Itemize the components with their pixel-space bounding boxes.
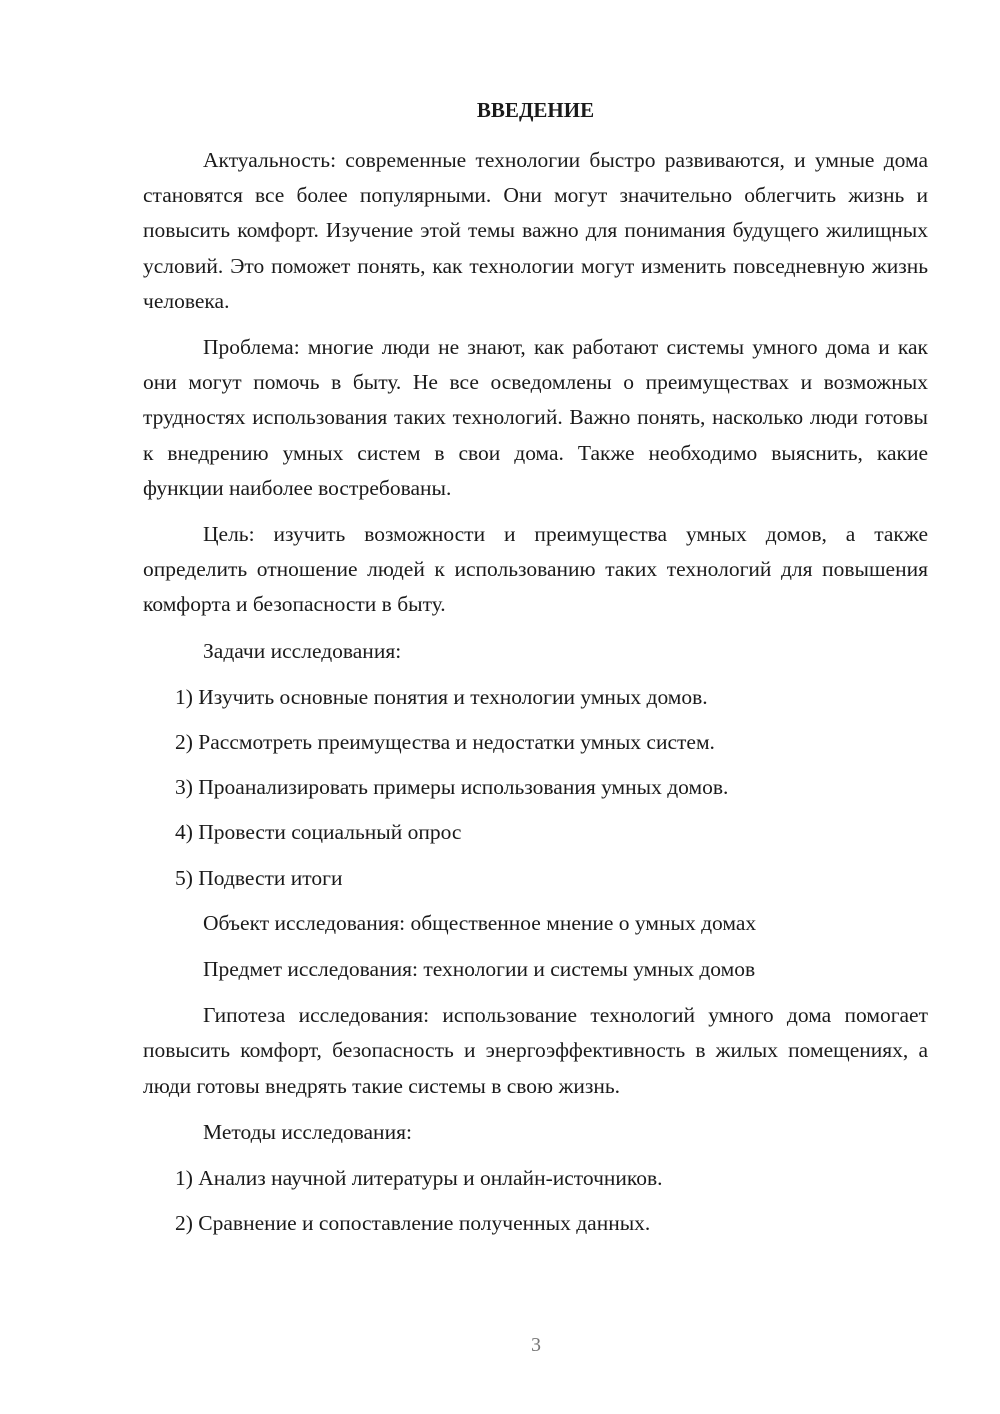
- document-page: [143, 94, 928, 1251]
- task-item: 5) Подвести итоги: [175, 865, 343, 890]
- method-item: 1) Анализ научной литературы и онлайн-источников.: [175, 1166, 663, 1191]
- method-item: 2) Сравнение и сопоставление полученных данных.: [175, 1211, 651, 1236]
- relevance-paragraph: Актуальность: современные технологии быстро развиваются, и умные дома становятся все более популярными. Они могут значительно облегчить жизнь и повысить комфорт. Изучение этой темы важно для понимания будущего жилищных условий. Это поможет понять, как технологии могут изменить повседневную жизнь человека.: [143, 148, 928, 313]
- task-item: 1) Изучить основные понятия и технологии умных домов.: [175, 684, 708, 709]
- tasks-heading: Задачи исследования:: [203, 638, 402, 663]
- page-number: 3: [531, 1334, 541, 1356]
- hypothesis-paragraph: Гипотеза исследования: использование технологий умного дома помогает повысить комфорт, безопасность и энергоэффективность в жилых помещениях, а люди готовы внедрять такие системы в свою жизнь.: [143, 1003, 928, 1098]
- subject-paragraph: Предмет исследования: технологии и системы умных домов: [203, 957, 756, 982]
- task-item: 3) Проанализировать примеры использования умных домов.: [175, 775, 729, 800]
- section-title: ВВЕДЕНИЕ: [476, 98, 595, 122]
- object-paragraph: Объект исследования: общественное мнение о умных домах: [203, 910, 757, 935]
- problem-paragraph: Проблема: многие люди не знают, как работают системы умного дома и как они могут помочь в быту. Не все осведомлены о преимуществах и возможных трудностях использования таких технологий. Важно понять, насколько люди готовы к внедрению умных систем в свои дома. Также необходимо выяснить, какие функции наиболее востребованы.: [143, 335, 928, 500]
- task-item: 2) Рассмотреть преимущества и недостатки умных систем.: [175, 730, 715, 755]
- task-item: 4) Провести социальный опрос: [175, 820, 462, 845]
- goal-paragraph: Цель: изучить возможности и преимущества умных домов, а также определить отношение людей к использованию таких технологий для повышения комфорта и безопасности в быту.: [143, 522, 928, 617]
- methods-heading: Методы исследования:: [203, 1119, 412, 1144]
